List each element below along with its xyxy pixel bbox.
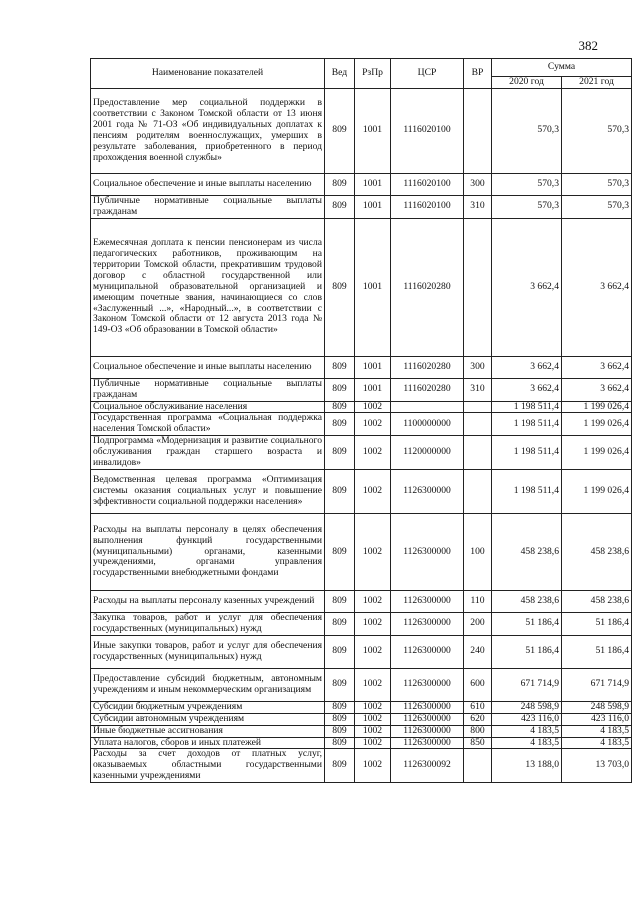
cell-csr: 1126300000 <box>391 713 464 725</box>
cell-csr: 1116020100 <box>391 88 464 173</box>
cell-csr: 1116020100 <box>391 195 464 218</box>
cell-rzpr: 1001 <box>355 218 391 356</box>
cell-name: Предоставление мер социальной поддержки в соответствии с Законом Томской области от 13 июня 2001 года № 71-ОЗ «Об индивидуальных доплатах к пенсиям родителям военнослужащих, умерших в результате заболевания, приобретенного в период прохождения военной службы» <box>91 88 325 173</box>
cell-rzpr: 1002 <box>355 513 391 590</box>
cell-vr <box>464 88 492 173</box>
cell-rzpr: 1001 <box>355 173 391 195</box>
cell-s2021: 570,3 <box>562 195 632 218</box>
cell-name: Социальное обеспечение и иные выплаты населению <box>91 356 325 378</box>
cell-name: Социальное обеспечение и иные выплаты населению <box>91 173 325 195</box>
cell-csr: 1126300000 <box>391 725 464 737</box>
cell-s2021: 1 199 026,4 <box>562 436 632 470</box>
cell-csr: 1116020280 <box>391 356 464 378</box>
cell-ved: 809 <box>325 378 355 401</box>
table-row <box>91 701 632 713</box>
cell-csr: 1126300000 <box>391 635 464 668</box>
cell-name: Предоставление субсидий бюджетным, автономным учреждениям и иным некоммерческим организациям <box>91 668 325 701</box>
header-name: Наименование показателей <box>91 59 325 89</box>
cell-vr: 300 <box>464 173 492 195</box>
cell-csr: 1120000000 <box>391 436 464 470</box>
cell-name: Уплата налогов, сборов и иных платежей <box>91 737 325 749</box>
cell-s2021: 1 199 026,4 <box>562 469 632 513</box>
cell-rzpr: 1002 <box>355 749 391 783</box>
cell-csr: 1100000000 <box>391 413 464 436</box>
table-row <box>91 195 632 218</box>
cell-ved: 809 <box>325 401 355 413</box>
cell-s2021: 570,3 <box>562 173 632 195</box>
cell-rzpr: 1002 <box>355 713 391 725</box>
cell-vr: 110 <box>464 590 492 612</box>
table-row <box>91 401 632 413</box>
cell-rzpr: 1002 <box>355 668 391 701</box>
cell-s2020: 4 183,5 <box>492 737 562 749</box>
cell-vr: 300 <box>464 356 492 378</box>
cell-rzpr: 1002 <box>355 590 391 612</box>
header-year-2020: 2020 год <box>492 77 562 89</box>
cell-name: Расходы за счет доходов от платных услуг, оказываемых областными государственными казенными учреждениями <box>91 749 325 783</box>
cell-ved: 809 <box>325 173 355 195</box>
cell-csr: 1126300000 <box>391 701 464 713</box>
cell-name: Подпрограмма «Модернизация и развитие социального обслуживания граждан старшего возраста и инвалидов» <box>91 436 325 470</box>
table-row <box>91 737 632 749</box>
cell-name: Расходы на выплаты персоналу казенных учреждений <box>91 590 325 612</box>
cell-vr: 100 <box>464 513 492 590</box>
cell-s2020: 248 598,9 <box>492 701 562 713</box>
cell-s2020: 51 186,4 <box>492 635 562 668</box>
cell-ved: 809 <box>325 725 355 737</box>
cell-s2020: 423 116,0 <box>492 713 562 725</box>
cell-s2020: 1 198 511,4 <box>492 436 562 470</box>
cell-s2021: 4 183,5 <box>562 725 632 737</box>
table-row <box>91 612 632 635</box>
cell-s2020: 570,3 <box>492 88 562 173</box>
cell-rzpr: 1002 <box>355 737 391 749</box>
cell-s2020: 1 198 511,4 <box>492 469 562 513</box>
cell-s2020: 51 186,4 <box>492 612 562 635</box>
cell-s2020: 3 662,4 <box>492 378 562 401</box>
cell-s2021: 13 703,0 <box>562 749 632 783</box>
cell-ved: 809 <box>325 668 355 701</box>
cell-s2021: 3 662,4 <box>562 218 632 356</box>
cell-name: Публичные нормативные социальные выплаты гражданам <box>91 378 325 401</box>
cell-vr <box>464 469 492 513</box>
cell-vr: 310 <box>464 378 492 401</box>
cell-s2021: 51 186,4 <box>562 635 632 668</box>
cell-rzpr: 1002 <box>355 612 391 635</box>
cell-name: Ежемесячная доплата к пенсии пенсионерам из числа педагогических работников, проживающим на территории Томской области, прекратившим трудовой договор с областной государственной или муниципальной образовательной организацией и имеющим почетные звания, начинающиеся со слов «Заслуженный ...», «Народный...», в соответствии с Законом Томской области от 12 августа 2013 года № 149-ОЗ «Об образовании в Томской области» <box>91 218 325 356</box>
table-row <box>91 218 632 356</box>
cell-rzpr: 1002 <box>355 701 391 713</box>
cell-rzpr: 1002 <box>355 469 391 513</box>
cell-vr <box>464 436 492 470</box>
table-row <box>91 88 632 173</box>
cell-s2021: 458 238,6 <box>562 513 632 590</box>
table-row <box>91 469 632 513</box>
cell-rzpr: 1002 <box>355 725 391 737</box>
header-year-2021: 2021 год <box>562 77 632 89</box>
header-csr: ЦСР <box>391 59 464 89</box>
cell-ved: 809 <box>325 701 355 713</box>
cell-ved: 809 <box>325 749 355 783</box>
cell-name: Государственная программа «Социальная поддержка населения Томской области» <box>91 413 325 436</box>
cell-vr: 240 <box>464 635 492 668</box>
cell-csr: 1116020100 <box>391 173 464 195</box>
cell-ved: 809 <box>325 513 355 590</box>
table-row <box>91 749 632 783</box>
header-vr: ВР <box>464 59 492 89</box>
cell-s2021: 423 116,0 <box>562 713 632 725</box>
cell-rzpr: 1001 <box>355 195 391 218</box>
cell-ved: 809 <box>325 88 355 173</box>
table-row <box>91 513 632 590</box>
cell-name: Социальное обслуживание населения <box>91 401 325 413</box>
cell-s2021: 51 186,4 <box>562 612 632 635</box>
cell-s2020: 570,3 <box>492 195 562 218</box>
cell-rzpr: 1002 <box>355 635 391 668</box>
cell-rzpr: 1001 <box>355 88 391 173</box>
cell-vr: 610 <box>464 701 492 713</box>
table-row <box>91 356 632 378</box>
table-row <box>91 590 632 612</box>
cell-csr: 1116020280 <box>391 218 464 356</box>
cell-vr: 800 <box>464 725 492 737</box>
cell-vr <box>464 218 492 356</box>
cell-s2021: 4 183,5 <box>562 737 632 749</box>
cell-s2020: 671 714,9 <box>492 668 562 701</box>
cell-s2020: 1 198 511,4 <box>492 401 562 413</box>
cell-vr: 200 <box>464 612 492 635</box>
cell-s2021: 671 714,9 <box>562 668 632 701</box>
cell-csr: 1126300000 <box>391 590 464 612</box>
cell-name: Ведомственная целевая программа «Оптимизация системы оказания социальных услуг и повышение эффективности социальной поддержки населения» <box>91 469 325 513</box>
page-number: 382 <box>578 38 598 53</box>
cell-s2020: 3 662,4 <box>492 356 562 378</box>
cell-ved: 809 <box>325 436 355 470</box>
cell-csr: 1126300000 <box>391 513 464 590</box>
table-row <box>91 668 632 701</box>
cell-ved: 809 <box>325 356 355 378</box>
cell-vr: 310 <box>464 195 492 218</box>
cell-s2020: 570,3 <box>492 173 562 195</box>
cell-ved: 809 <box>325 713 355 725</box>
cell-s2020: 4 183,5 <box>492 725 562 737</box>
cell-ved: 809 <box>325 737 355 749</box>
table-row <box>91 413 632 436</box>
cell-s2021: 458 238,6 <box>562 590 632 612</box>
table-row <box>91 173 632 195</box>
cell-name: Субсидии автономным учреждениям <box>91 713 325 725</box>
cell-vr <box>464 749 492 783</box>
cell-ved: 809 <box>325 590 355 612</box>
header-sum: Сумма <box>492 59 632 77</box>
cell-vr: 600 <box>464 668 492 701</box>
cell-s2020: 3 662,4 <box>492 218 562 356</box>
cell-s2020: 13 188,0 <box>492 749 562 783</box>
header-ved: Вед <box>325 59 355 89</box>
cell-csr: 1126300000 <box>391 668 464 701</box>
cell-ved: 809 <box>325 469 355 513</box>
cell-csr: 1116020280 <box>391 378 464 401</box>
cell-csr: 1126300000 <box>391 612 464 635</box>
cell-s2021: 1 199 026,4 <box>562 401 632 413</box>
cell-ved: 809 <box>325 612 355 635</box>
cell-rzpr: 1002 <box>355 401 391 413</box>
cell-s2021: 248 598,9 <box>562 701 632 713</box>
cell-ved: 809 <box>325 413 355 436</box>
table-row <box>91 725 632 737</box>
cell-vr <box>464 413 492 436</box>
cell-csr <box>391 401 464 413</box>
cell-name: Иные бюджетные ассигнования <box>91 725 325 737</box>
cell-s2021: 1 199 026,4 <box>562 413 632 436</box>
cell-ved: 809 <box>325 218 355 356</box>
cell-rzpr: 1001 <box>355 356 391 378</box>
cell-s2021: 3 662,4 <box>562 378 632 401</box>
cell-s2021: 570,3 <box>562 88 632 173</box>
table-row <box>91 635 632 668</box>
cell-name: Субсидии бюджетным учреждениям <box>91 701 325 713</box>
header-rzpr: РзПр <box>355 59 391 89</box>
cell-vr: 620 <box>464 713 492 725</box>
cell-rzpr: 1002 <box>355 436 391 470</box>
cell-csr: 1126300000 <box>391 737 464 749</box>
cell-s2020: 458 238,6 <box>492 513 562 590</box>
table-row <box>91 378 632 401</box>
cell-csr: 1126300092 <box>391 749 464 783</box>
cell-s2020: 1 198 511,4 <box>492 413 562 436</box>
cell-name: Публичные нормативные социальные выплаты гражданам <box>91 195 325 218</box>
cell-s2021: 3 662,4 <box>562 356 632 378</box>
table-row <box>91 436 632 470</box>
cell-rzpr: 1001 <box>355 378 391 401</box>
cell-name: Закупка товаров, работ и услуг для обеспечения государственных (муниципальных) нужд <box>91 612 325 635</box>
cell-rzpr: 1002 <box>355 413 391 436</box>
cell-ved: 809 <box>325 635 355 668</box>
budget-table <box>90 58 632 783</box>
table-row <box>91 713 632 725</box>
cell-name: Расходы на выплаты персоналу в целях обеспечения выполнения функций государственными (муниципальными) органами, казенными учреждениями, органами управления государственными внебюджетными фондами <box>91 513 325 590</box>
cell-s2020: 458 238,6 <box>492 590 562 612</box>
cell-ved: 809 <box>325 195 355 218</box>
cell-csr: 1126300000 <box>391 469 464 513</box>
cell-vr <box>464 401 492 413</box>
cell-name: Иные закупки товаров, работ и услуг для обеспечения государственных (муниципальных) нужд <box>91 635 325 668</box>
cell-vr: 850 <box>464 737 492 749</box>
